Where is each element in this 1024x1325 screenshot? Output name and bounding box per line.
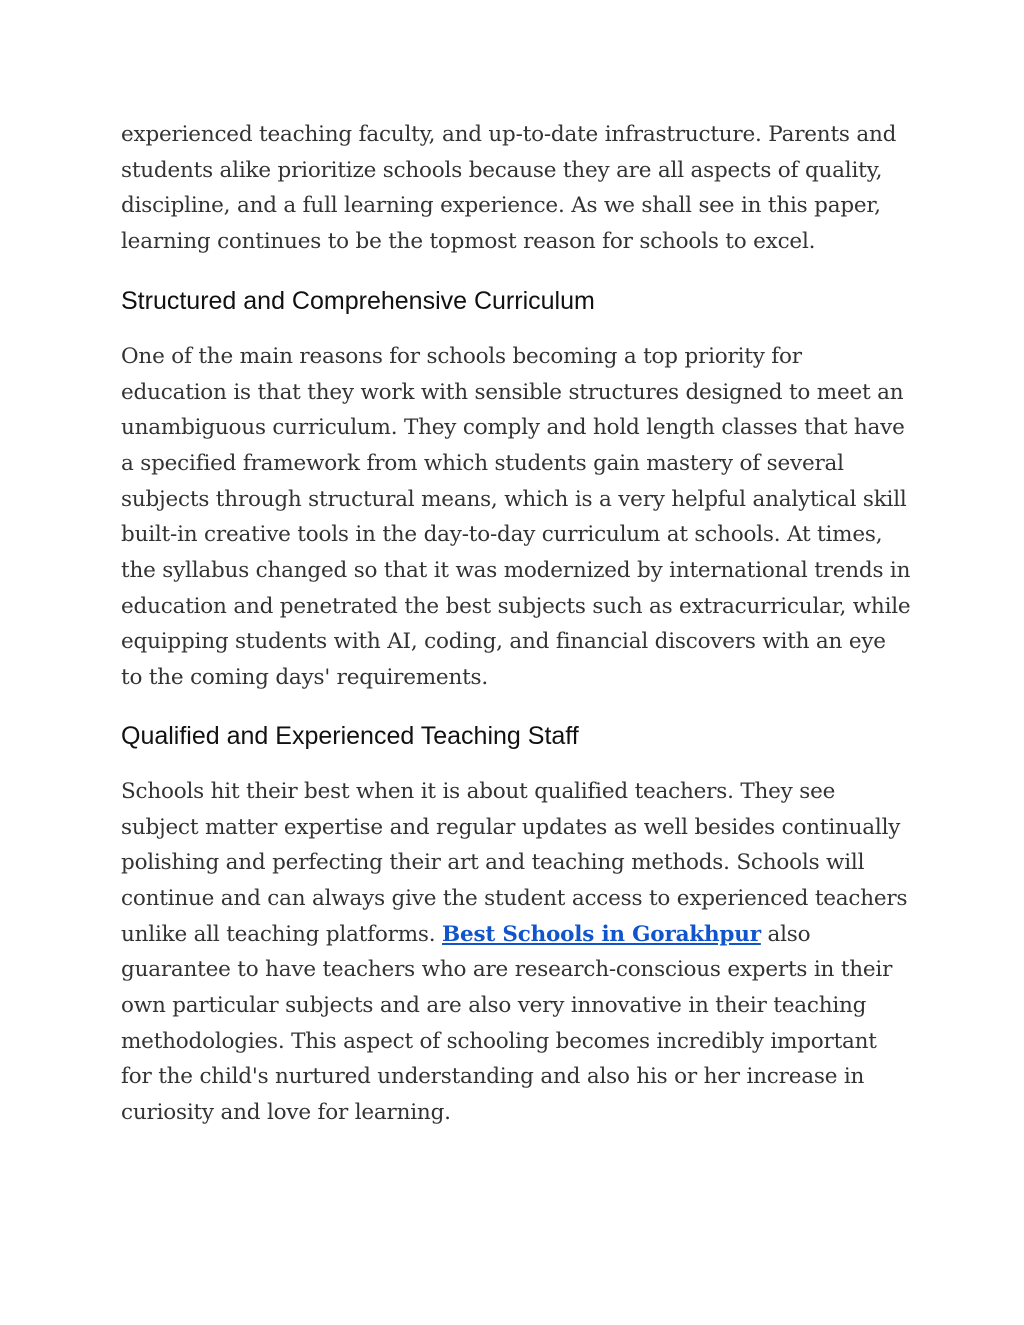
curriculum-heading: Structured and Comprehensive Curriculum — [121, 286, 595, 315]
curriculum-paragraph: One of the main reasons for schools becoming a top priority for education is that they work with sensible structures designed to meet an unambiguous curriculum. They comply and hold length classes that have a specified framework from which students gain mastery of several subjects through structural means, which is a very helpful analytical skill built-in creative tools in the day-to-day curriculum at schools. At times, the syllabus changed so that it was modernized by international trends in education and penetrated the best subjects such as extracurricular, while equipping students with AI, coding, and financial discovers with an eye to the coming days' requirements. — [121, 343, 911, 691]
teaching-staff-text-before-link: Schools hit their best when it is about qualified teachers. They see subject matter expertise and regular updates as well besides continually polishing and perfecting their art and teaching methods. Schools will continue and can always give the student access to experienced teachers unlike all teaching platforms. — [121, 778, 908, 947]
teaching-staff-heading: Qualified and Experienced Teaching Staff — [121, 721, 579, 750]
best-schools-link[interactable]: Best Schools in Gorakhpur — [442, 921, 761, 947]
teaching-staff-paragraph — [121, 774, 911, 1131]
teaching-staff-text-after-link: also guarantee to have teachers who are research-conscious experts in their own particular subjects and are also very innovative in their teaching methodologies. This aspect of schooling becomes incredibly important for the child's nurtured understanding and also his or her increase in curiosity and love for learning. — [121, 921, 893, 1126]
document-page — [121, 117, 911, 1131]
intro-paragraph: experienced teaching faculty, and up-to-date infrastructure. Parents and students alike prioritize schools because they are all aspects of quality, discipline, and a full learning experience. As we shall see in this paper, learning continues to be the topmost reason for schools to excel. — [121, 122, 897, 255]
